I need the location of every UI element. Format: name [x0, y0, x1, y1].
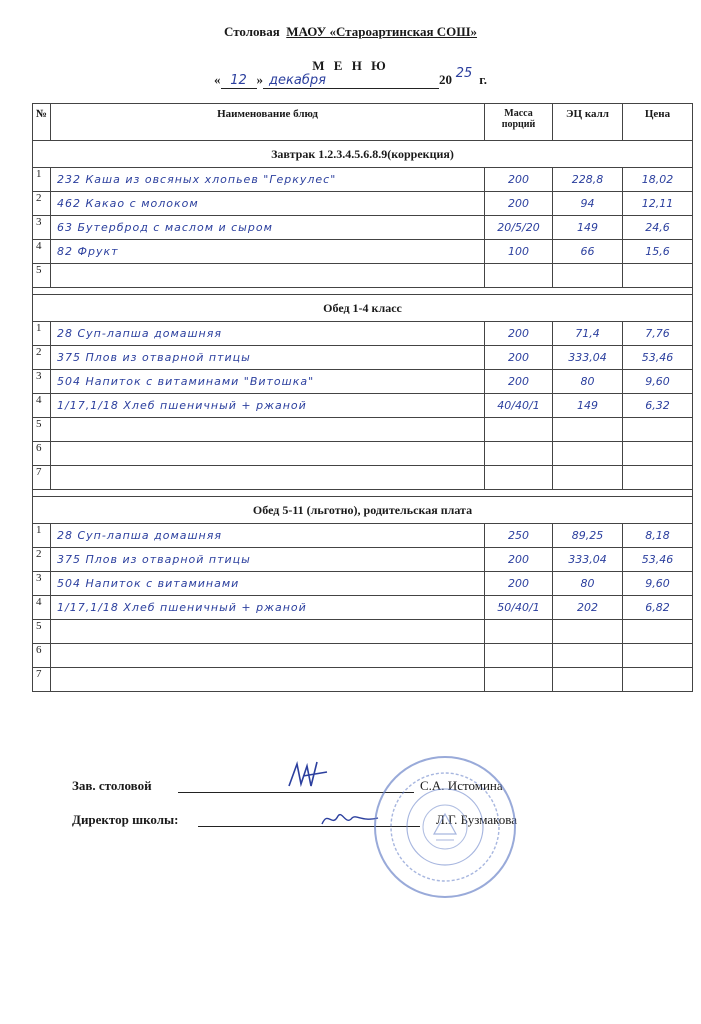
table-row — [33, 192, 693, 216]
year-unit: г. — [479, 72, 487, 87]
table-row — [33, 322, 693, 346]
row-number: 2 — [33, 548, 51, 572]
canteen-head-signature — [283, 756, 333, 796]
row-number: 3 — [33, 370, 51, 394]
price: 6,82 — [623, 596, 693, 620]
section-title: Завтрак 1.2.3.4.5.6.8.9(коррекция) — [33, 141, 693, 168]
date-close-quote: » — [256, 72, 264, 87]
price: 8,18 — [623, 524, 693, 548]
energy-kcal: 333,04 — [553, 346, 623, 370]
menu-heading: М Е Н Ю — [312, 58, 389, 73]
price — [623, 668, 693, 692]
date-line — [0, 66, 701, 89]
energy-kcal — [553, 418, 623, 442]
table-row — [33, 620, 693, 644]
dish-name: 82 Фрукт — [51, 240, 485, 264]
col-mass-header — [485, 104, 553, 141]
dish-name: 504 Напиток с витаминами — [51, 572, 485, 596]
energy-kcal — [553, 466, 623, 490]
price: 12,11 — [623, 192, 693, 216]
table-row — [33, 668, 693, 692]
section-spacer — [33, 490, 693, 497]
price — [623, 442, 693, 466]
portion-mass: 200 — [485, 192, 553, 216]
table-row — [33, 466, 693, 490]
row-number: 5 — [33, 264, 51, 288]
table-header-row — [33, 104, 693, 141]
dish-name — [51, 620, 485, 644]
energy-kcal — [553, 620, 623, 644]
section-header-row — [33, 141, 693, 168]
price: 53,46 — [623, 346, 693, 370]
table-row — [33, 168, 693, 192]
portion-mass — [485, 620, 553, 644]
price: 6,32 — [623, 394, 693, 418]
portion-mass — [485, 442, 553, 466]
menu-table — [32, 103, 693, 692]
school-name: МАОУ «Староартинская СОШ» — [286, 24, 478, 39]
table-row — [33, 644, 693, 668]
row-number: 6 — [33, 442, 51, 466]
row-number: 1 — [33, 524, 51, 548]
date-month: декабря — [269, 73, 326, 88]
table-row — [33, 596, 693, 620]
row-number: 7 — [33, 466, 51, 490]
energy-kcal: 333,04 — [553, 548, 623, 572]
table-row — [33, 240, 693, 264]
canteen-head-label: Зав. столовой — [72, 778, 152, 793]
table-row — [33, 346, 693, 370]
portion-mass — [485, 668, 553, 692]
portion-mass: 200 — [485, 168, 553, 192]
portion-mass: 40/40/1 — [485, 394, 553, 418]
title-prefix: Столовая — [223, 24, 280, 39]
canteen-head-name: С.А. Истомина — [420, 778, 503, 793]
price: 15,6 — [623, 240, 693, 264]
energy-kcal: 228,8 — [553, 168, 623, 192]
table-row — [33, 418, 693, 442]
date-day: 12 — [230, 73, 247, 88]
row-number: 2 — [33, 192, 51, 216]
portion-mass — [485, 418, 553, 442]
spacer-cell — [33, 490, 693, 497]
dish-name: 1/17,1/18 Хлеб пшеничный + ржаной — [51, 596, 485, 620]
row-number: 4 — [33, 394, 51, 418]
director-label: Директор школы: — [72, 812, 179, 827]
energy-kcal: 80 — [553, 572, 623, 596]
row-number: 7 — [33, 668, 51, 692]
price — [623, 620, 693, 644]
price — [623, 644, 693, 668]
table-row — [33, 216, 693, 240]
col-kcal-header: ЭЦ калл — [553, 104, 623, 141]
price: 9,60 — [623, 370, 693, 394]
dish-name — [51, 466, 485, 490]
row-number: 4 — [33, 596, 51, 620]
row-number: 5 — [33, 418, 51, 442]
energy-kcal — [553, 668, 623, 692]
portion-mass — [485, 644, 553, 668]
portion-mass: 200 — [485, 548, 553, 572]
year-prefix: 20 — [439, 72, 453, 87]
section-header-row — [33, 295, 693, 322]
section-spacer — [33, 288, 693, 295]
table-row — [33, 442, 693, 466]
portion-mass: 250 — [485, 524, 553, 548]
row-number: 1 — [33, 322, 51, 346]
energy-kcal: 71,4 — [553, 322, 623, 346]
portion-mass: 200 — [485, 322, 553, 346]
portion-mass: 50/40/1 — [485, 596, 553, 620]
portion-mass: 20/5/20 — [485, 216, 553, 240]
dish-name: 28 Суп-лапша домашняя — [51, 524, 485, 548]
energy-kcal: 66 — [553, 240, 623, 264]
table-row — [33, 394, 693, 418]
portion-mass: 100 — [485, 240, 553, 264]
energy-kcal — [553, 264, 623, 288]
energy-kcal: 89,25 — [553, 524, 623, 548]
school-stamp — [370, 752, 520, 902]
row-number: 4 — [33, 240, 51, 264]
row-number: 1 — [33, 168, 51, 192]
energy-kcal — [553, 442, 623, 466]
year-suffix: 25 — [455, 66, 473, 81]
col-price-header: Цена — [623, 104, 693, 141]
row-number: 2 — [33, 346, 51, 370]
dish-name: 1/17,1/18 Хлеб пшеничный + ржаной — [51, 394, 485, 418]
energy-kcal — [553, 644, 623, 668]
portion-mass: 200 — [485, 346, 553, 370]
spacer-cell — [33, 288, 693, 295]
dish-name: 504 Напиток с витаминами "Витошка" — [51, 370, 485, 394]
portion-mass: 200 — [485, 370, 553, 394]
table-row — [33, 524, 693, 548]
dish-name: 232 Каша из овсяных хлопьев "Геркулес" — [51, 168, 485, 192]
price: 9,60 — [623, 572, 693, 596]
dish-name — [51, 668, 485, 692]
portion-mass — [485, 466, 553, 490]
dish-name: 63 Бутерброд с маслом и сыром — [51, 216, 485, 240]
row-number: 3 — [33, 572, 51, 596]
table-row — [33, 264, 693, 288]
portion-mass — [485, 264, 553, 288]
energy-kcal: 80 — [553, 370, 623, 394]
row-number: 3 — [33, 216, 51, 240]
energy-kcal: 149 — [553, 394, 623, 418]
col-name-header: Наименование блюд — [51, 104, 485, 141]
dish-name — [51, 264, 485, 288]
dish-name: 375 Плов из отварной птицы — [51, 346, 485, 370]
document-title — [0, 24, 701, 40]
price: 24,6 — [623, 216, 693, 240]
dish-name — [51, 418, 485, 442]
col-mass-line1: Масса — [504, 108, 533, 119]
row-number: 5 — [33, 620, 51, 644]
table-row — [33, 572, 693, 596]
dish-name: 28 Суп-лапша домашняя — [51, 322, 485, 346]
dish-name — [51, 644, 485, 668]
energy-kcal: 202 — [553, 596, 623, 620]
section-title: Обед 1-4 класс — [33, 295, 693, 322]
row-number: 6 — [33, 644, 51, 668]
director-name: Л.Г. Бузмакова — [436, 812, 518, 827]
dish-name: 375 Плов из отварной птицы — [51, 548, 485, 572]
price: 7,76 — [623, 322, 693, 346]
col-mass-line2: порций — [501, 119, 536, 130]
price — [623, 264, 693, 288]
price: 53,46 — [623, 548, 693, 572]
section-title: Обед 5-11 (льготно), родительская плата — [33, 497, 693, 524]
price — [623, 466, 693, 490]
price — [623, 418, 693, 442]
table-row — [33, 548, 693, 572]
date-open-quote: « — [214, 72, 221, 87]
dish-name — [51, 442, 485, 466]
col-num-header: № — [33, 104, 51, 141]
energy-kcal: 94 — [553, 192, 623, 216]
dish-name: 462 Какао с молоком — [51, 192, 485, 216]
table-row — [33, 370, 693, 394]
section-header-row — [33, 497, 693, 524]
portion-mass: 200 — [485, 572, 553, 596]
price: 18,02 — [623, 168, 693, 192]
energy-kcal: 149 — [553, 216, 623, 240]
